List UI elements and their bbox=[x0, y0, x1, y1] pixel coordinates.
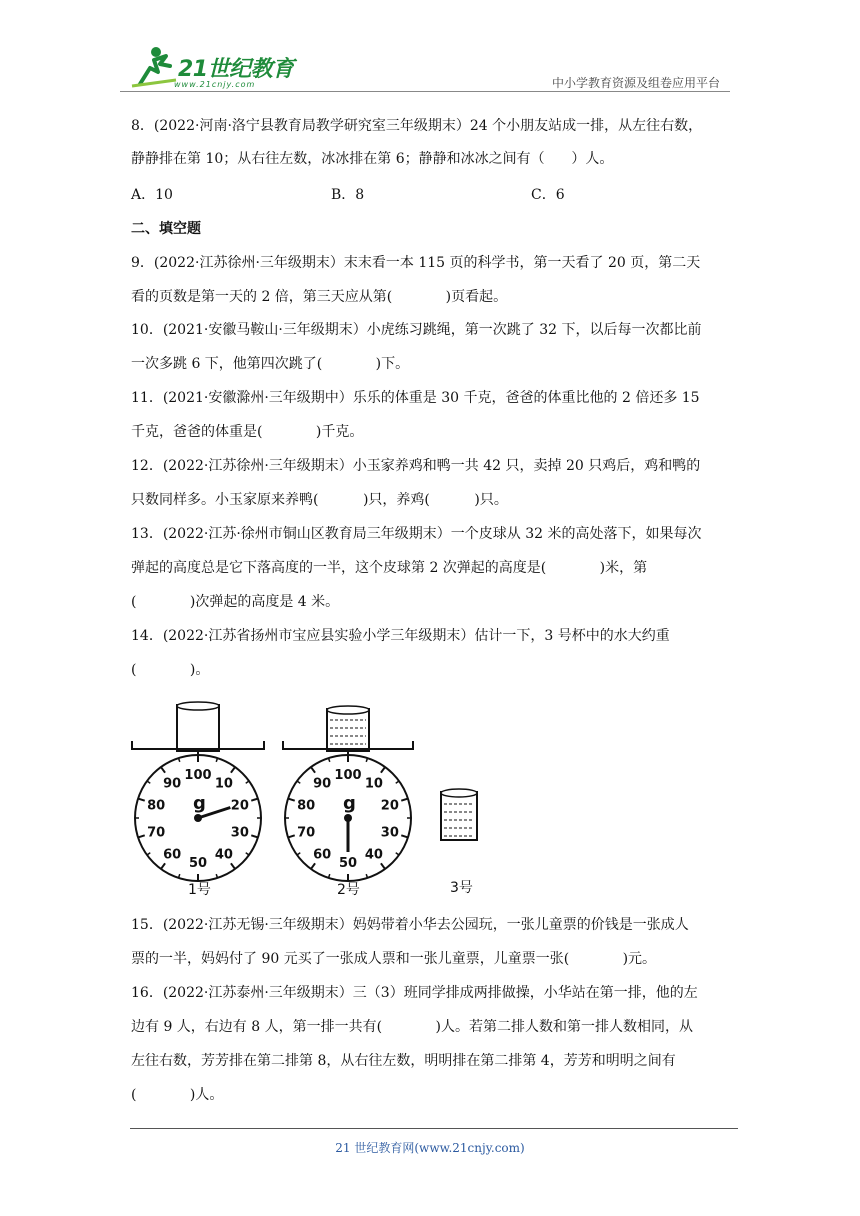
q13-line2: 弹起的高度总是它下落高度的一半，这个皮球第 2 次弹起的高度是( )米，第 bbox=[131, 560, 648, 576]
q8-line2: 静静排在第 10；从右往左数，冰冰排在第 6；静静和冰冰之间有（ ）人。 bbox=[131, 151, 614, 167]
scale-1-label: 1号 bbox=[188, 882, 211, 898]
logo bbox=[130, 44, 310, 92]
dial-tick-label: 30 bbox=[230, 825, 249, 841]
logo-url: www.21cnjy.com bbox=[174, 80, 256, 89]
header-divider bbox=[120, 91, 730, 92]
page-header bbox=[130, 40, 730, 92]
scale-2 bbox=[283, 706, 413, 898]
dial-tick-label: 60 bbox=[163, 847, 182, 863]
dial-tick-label: 20 bbox=[380, 798, 399, 814]
q16-line2: 边有 9 人，右边有 8 人，第一排一共有( )人。若第二排人数和第一排人数相同，从 bbox=[131, 1019, 693, 1035]
option-b: B．8 bbox=[331, 187, 365, 203]
q9-line1: 9．(2022·江苏徐州·三年级期末）末末看一本 115 页的科学书，第一天看了 20 页，第二天 bbox=[131, 255, 701, 271]
q11-line1: 11．(2021·安徽滁州·三年级期中）乐乐的体重是 30 千克，爸爸的体重比他的 2 倍还多 15 bbox=[131, 390, 700, 406]
q12-line2: 只数同样多。小玉家原来养鸭( )只，养鸡( )只。 bbox=[131, 492, 508, 508]
dial-tick-label: 50 bbox=[188, 856, 208, 871]
option-a: A．10 bbox=[131, 187, 173, 203]
q16-line1: 16．(2022·江苏泰州·三年级期末）三（3）班同学排成两排做操，小华站在第一排，他的左 bbox=[131, 985, 698, 1001]
q15-line1: 15．(2022·江苏无锡·三年级期末）妈妈带着小华去公园玩，一张儿童票的价钱是一张成人 bbox=[131, 917, 689, 933]
cup-2-water bbox=[327, 709, 369, 751]
q12-line1: 12．(2022·江苏徐州·三年级期末）小玉家养鸡和鸭一共 42 只，卖掉 20 只鸡后，鸡和鸭的 bbox=[131, 458, 701, 474]
option-c: C．6 bbox=[531, 187, 565, 203]
q8-options bbox=[131, 188, 731, 204]
page-footer: 21 世纪教育网(www.21cnjy.com) bbox=[335, 1141, 525, 1155]
dial-tick-label: 50 bbox=[338, 856, 358, 871]
dial-tick-label: 40 bbox=[214, 847, 233, 863]
footer-divider bbox=[130, 1128, 738, 1129]
dial-tick-label: 70 bbox=[297, 825, 316, 841]
cup-1-rim bbox=[177, 702, 219, 710]
dial-tick-label: 10 bbox=[364, 776, 383, 792]
q10-line1: 10．(2021·安徽马鞍山·三年级期末）小虎练习跳绳，第一次跳了 32 下，以后每一次都比前 bbox=[131, 322, 702, 338]
cup-3 bbox=[441, 789, 477, 896]
scales-figure bbox=[130, 700, 490, 900]
scale-2-plate bbox=[283, 741, 413, 749]
scale-2-unit: g bbox=[343, 793, 356, 814]
dial-tick-label: 80 bbox=[297, 798, 316, 814]
dial-tick-label: 20 bbox=[230, 798, 249, 814]
section-title: 二、填空题 bbox=[131, 221, 201, 237]
dial-tick-label: 90 bbox=[163, 776, 182, 792]
scales-svg bbox=[130, 700, 490, 900]
cup-3-label: 3号 bbox=[450, 880, 473, 896]
q15-line2: 票的一半，妈妈付了 90 元买了一张成人票和一张儿童票，儿童票一张( )元。 bbox=[131, 951, 657, 967]
dial-tick-label: 90 bbox=[313, 776, 332, 792]
q8-line1: 8．(2022·河南·洛宁县教育局教学研究室三年级期末）24 个小朋友站成一排，从左往右数， bbox=[131, 118, 703, 134]
dial-tick-label: 10 bbox=[214, 776, 233, 792]
dial-tick-label: 80 bbox=[147, 798, 166, 814]
logo-text: 21世纪教育 bbox=[178, 57, 294, 82]
dial-tick-label: 30 bbox=[380, 825, 399, 841]
runner-logo-icon bbox=[130, 44, 180, 88]
q14-line1: 14．(2022·江苏省扬州市宝应县实验小学三年级期末）估计一下，3 号杯中的水大约重 bbox=[131, 628, 670, 644]
q14-line2: ( )。 bbox=[131, 662, 210, 678]
dial-tick-label: 70 bbox=[147, 825, 166, 841]
dial-tick-label: 100 bbox=[334, 768, 362, 783]
platform-name: 中小学教育资源及组卷应用平台 bbox=[551, 76, 720, 90]
dial-tick-label: 100 bbox=[184, 768, 212, 783]
dial-tick-label: 60 bbox=[313, 847, 332, 863]
scale-1-unit: g bbox=[193, 793, 206, 814]
dial-tick-label: 40 bbox=[364, 847, 383, 863]
cup-3-body bbox=[441, 792, 477, 840]
q9-line2: 看的页数是第一天的 2 倍，第三天应从第( )页看起。 bbox=[131, 289, 508, 305]
q13-line3: ( )次弹起的高度是 4 米。 bbox=[131, 594, 340, 610]
scale-2-label: 2号 bbox=[337, 882, 360, 898]
scale-1 bbox=[132, 702, 264, 898]
q13-line1: 13．(2022·江苏·徐州市铜山区教育局三年级期末）一个皮球从 32 米的高处落下，如果每次 bbox=[131, 526, 702, 542]
q16-line4: ( )人。 bbox=[131, 1087, 224, 1103]
q11-line2: 千克，爸爸的体重是( )千克。 bbox=[131, 424, 364, 440]
scale-1-plate bbox=[132, 741, 264, 749]
q10-line2: 一次多跳 6 下，他第四次跳了( )下。 bbox=[131, 356, 410, 372]
cup-1-empty bbox=[177, 705, 219, 751]
q16-line3: 左往右数，芳芳排在第二排第 8，从右往左数，明明排在第二排第 4，芳芳和明明之间有 bbox=[131, 1053, 676, 1069]
